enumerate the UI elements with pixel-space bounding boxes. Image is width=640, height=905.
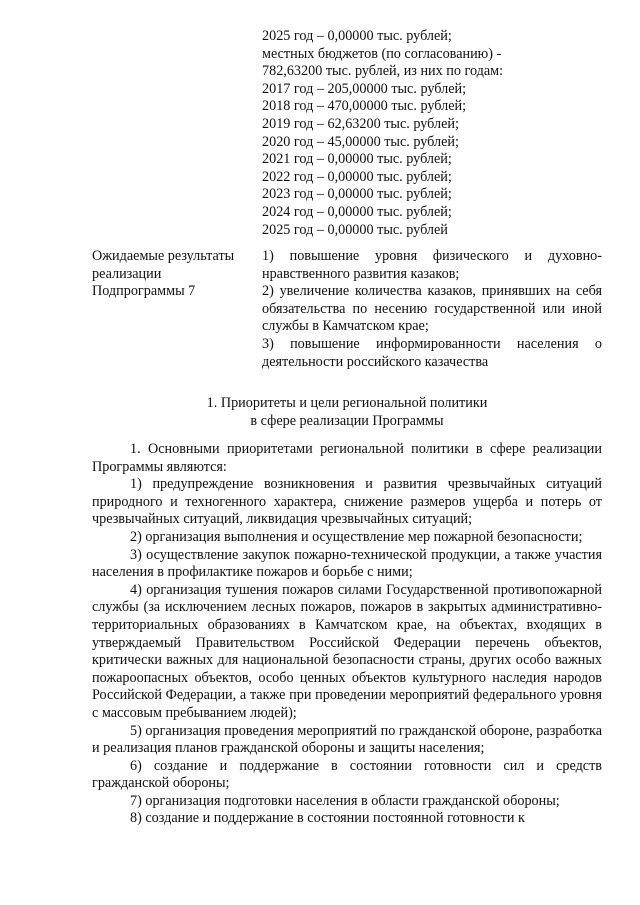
label-line: Подпрограммы 7	[92, 283, 196, 300]
paragraph: 2) организация выполнения и осуществление мер пожарной безопасности;	[130, 528, 583, 545]
funding-line: 2017 год – 205,00000 тыс. рублей;	[262, 80, 467, 97]
label-line: реализации	[92, 265, 162, 282]
paragraph: 5) организация проведения мероприятий по гражданской обороне, разработка и реализация планов гражданской обороны и защиты населения;	[92, 722, 602, 757]
paragraph: 1. Основными приоритетами региональной политики в сфере реализации Программы являются:	[92, 441, 602, 475]
funding-line: местных бюджетов (по согласованию) -	[262, 45, 502, 62]
section-title-line: в сфере реализации Программы	[250, 412, 444, 429]
expected-results-list	[262, 248, 602, 371]
paragraph: 3) осуществление закупок пожарно-технической продукции, а также участия населения в профилактике пожаров и борьбе с ними;	[92, 546, 602, 581]
section-title-line: 1. Приоритеты и цели региональной политики	[206, 395, 488, 411]
paragraph: 7) организация подготовки населения в области гражданской обороны;	[130, 792, 560, 809]
funding-line: 2024 год – 0,00000 тыс. рублей;	[262, 203, 452, 220]
funding-line: 2020 год – 45,00000 тыс. рублей;	[262, 133, 459, 150]
result-item: 1) повышение уровня физического и духовно-нравственного развития казаков;	[262, 248, 602, 282]
paragraph: 8) создание и поддержание в состоянии постоянной готовности к	[130, 810, 525, 827]
result-item: 3) повышение информированности населения о деятельности российского казачества	[262, 335, 602, 370]
funding-line: 2023 год – 0,00000 тыс. рублей;	[262, 186, 452, 203]
funding-line: 2019 год – 62,63200 тыс. рублей;	[262, 115, 459, 132]
section-body	[92, 441, 602, 828]
result-item: 2) увеличение количества казаков, принявших на себя обязательства по несению государственной или иной службы в Камчатском крае;	[262, 283, 602, 335]
funding-line: 782,63200 тыс. рублей, из них по годам:	[262, 63, 504, 80]
funding-line: 2025 год – 0,00000 тыс. рублей;	[262, 28, 452, 44]
funding-block	[262, 28, 602, 239]
paragraph: 6) создание и поддержание в состоянии готовности сил и средств гражданской обороны;	[92, 757, 602, 792]
funding-line: 2022 год – 0,00000 тыс. рублей;	[262, 168, 452, 185]
funding-line: 2021 год – 0,00000 тыс. рублей;	[262, 151, 452, 168]
section-title	[92, 395, 602, 430]
paragraph: 4) организация тушения пожаров силами Государственной противопожарной службы (за исключением лесных пожаров, пожаров в закрытых административно-территориальных образованиях в Камчатском крае, на объектах, входящих в утверждаемый Правительством Российской Федерации перечень объектов, критически важных для национальной безопасности страны, других особо важных пожароопасных объектов, особо ценных объектов культурного наследия народов Российской Федерации, а также при проведении мероприятий федерального уровня с массовым пребыванием людей);	[92, 581, 602, 721]
paragraph: 1) предупреждение возникновения и развития чрезвычайных ситуаций природного и техногенного характера, снижение размеров ущерба и потерь от чрезвычайных ситуаций, ликвидация чрезвычайных ситуаций;	[92, 476, 602, 528]
funding-line: 2025 год – 0,00000 тыс. рублей	[262, 221, 448, 238]
label-line: Ожидаемые результаты	[92, 248, 235, 264]
funding-line: 2018 год – 470,00000 тыс. рублей;	[262, 98, 467, 115]
expected-results-label	[92, 248, 257, 301]
